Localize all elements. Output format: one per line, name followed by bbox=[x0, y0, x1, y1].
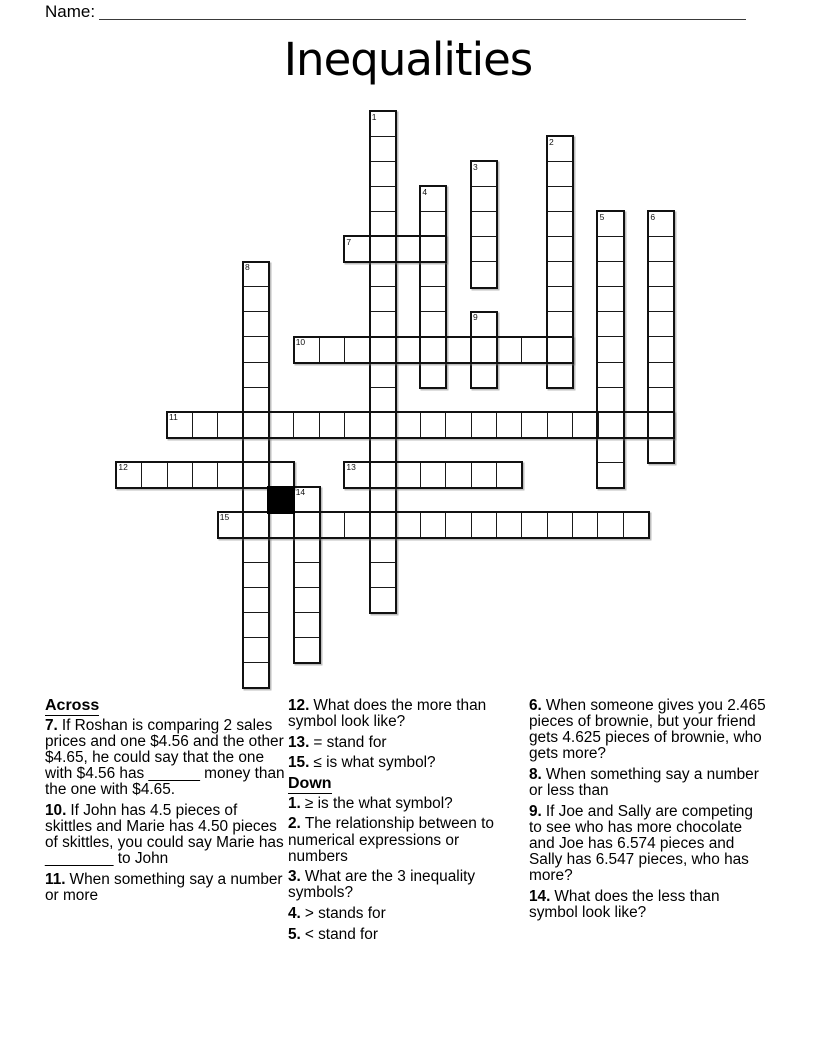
grid-cell bbox=[597, 261, 624, 287]
grid-cell bbox=[648, 311, 675, 337]
grid-cell bbox=[471, 261, 498, 287]
grid-cell bbox=[217, 462, 244, 488]
grid-cell bbox=[471, 412, 498, 438]
grid-cell bbox=[648, 336, 675, 362]
clue-4 bbox=[288, 906, 522, 922]
clue-1 bbox=[288, 796, 522, 812]
grid-cell bbox=[597, 512, 624, 538]
clues-heading-across bbox=[45, 698, 286, 714]
clue-text: What does the more than symbol look like? bbox=[288, 697, 487, 731]
grid-cell bbox=[369, 487, 396, 513]
cell-number-9: 9 bbox=[473, 312, 478, 322]
clue-text: If Roshan is comparing 2 sales prices and one $4.56 and the other $4.65, he could say that the one with $4.56 has ______ money than the one with $4.65. bbox=[45, 716, 285, 798]
cell-number-5: 5 bbox=[599, 211, 605, 222]
grid-cell bbox=[547, 261, 574, 287]
grid-cell bbox=[369, 336, 396, 362]
grid-cell bbox=[243, 336, 270, 362]
grid-cell bbox=[445, 412, 472, 438]
grid-cell bbox=[243, 637, 270, 663]
grid-cell bbox=[471, 236, 498, 262]
grid-cell bbox=[648, 387, 675, 413]
grid-cell bbox=[319, 336, 346, 362]
clue-12 bbox=[288, 698, 522, 730]
grid-cell bbox=[420, 362, 447, 388]
grid-cell bbox=[243, 286, 270, 312]
grid-cell bbox=[597, 286, 624, 312]
grid-cell bbox=[597, 387, 624, 413]
grid-cell bbox=[471, 336, 498, 362]
clue-text: The relationship between to numerical expressions or numbers bbox=[288, 815, 494, 865]
grid-cell bbox=[420, 412, 447, 438]
clue-text: < stand for bbox=[304, 925, 378, 943]
grid-cell bbox=[420, 462, 447, 488]
grid-cell bbox=[369, 512, 396, 538]
grid-cell bbox=[445, 512, 472, 538]
cell-number-14: 14 bbox=[295, 487, 306, 498]
grid-cell bbox=[597, 336, 624, 362]
grid-cell bbox=[369, 161, 396, 187]
cell-number-13: 13 bbox=[346, 462, 356, 473]
grid-cell bbox=[445, 336, 472, 362]
clue-number: 10. bbox=[45, 801, 67, 819]
grid-cell bbox=[369, 537, 396, 563]
grid-cell bbox=[243, 412, 270, 438]
clues-column-3 bbox=[529, 698, 769, 926]
grid-cell bbox=[369, 362, 396, 388]
clue-number: 1. bbox=[288, 794, 301, 812]
grid-cell bbox=[369, 387, 396, 413]
grid-cell bbox=[471, 186, 498, 212]
grid-cell bbox=[420, 261, 447, 287]
grid-cell bbox=[243, 311, 270, 337]
grid-cell bbox=[243, 562, 270, 588]
grid-cell bbox=[243, 362, 270, 388]
grid-cell bbox=[243, 612, 270, 638]
grid-cell bbox=[420, 512, 447, 538]
grid-cell bbox=[648, 236, 675, 262]
grid-cell bbox=[395, 336, 422, 362]
grid-cell bbox=[572, 412, 599, 438]
clue-number: 12. bbox=[288, 697, 310, 714]
grid-cell bbox=[369, 437, 396, 463]
grid-cell bbox=[369, 562, 396, 588]
clues-heading-down bbox=[288, 776, 522, 792]
cell-number-11: 11 bbox=[169, 412, 178, 423]
grid-cell bbox=[445, 462, 472, 488]
grid-cell bbox=[547, 186, 574, 212]
grid-cell bbox=[597, 437, 624, 463]
grid-cell bbox=[293, 637, 320, 663]
grid-cell bbox=[496, 512, 523, 538]
grid-cell bbox=[471, 512, 498, 538]
grid-cell bbox=[293, 537, 320, 563]
grid-cell bbox=[395, 236, 422, 262]
cell-number-1: 1 bbox=[371, 111, 377, 122]
grid-cell bbox=[369, 136, 396, 162]
grid-cell bbox=[471, 211, 498, 237]
cell-number-2: 2 bbox=[549, 136, 554, 147]
grid-cell bbox=[243, 587, 270, 613]
grid-cell bbox=[344, 412, 371, 438]
grid-cell bbox=[293, 562, 320, 588]
clue-text: When something say a number or less than bbox=[529, 765, 759, 800]
cell-number-15: 15 bbox=[219, 512, 230, 523]
grid-cell bbox=[243, 487, 270, 513]
clue-6 bbox=[529, 698, 769, 762]
grid-cell bbox=[243, 537, 270, 563]
grid-cell bbox=[547, 311, 574, 337]
grid-cell bbox=[243, 387, 270, 413]
grid-cell bbox=[268, 512, 295, 538]
clue-number: 15. bbox=[288, 754, 310, 772]
grid-cell bbox=[192, 412, 219, 438]
clue-10 bbox=[45, 803, 286, 867]
clue-number: 2. bbox=[288, 815, 301, 833]
cell-number-4: 4 bbox=[422, 186, 428, 197]
grid-cell bbox=[648, 261, 675, 287]
clue-number: 13. bbox=[288, 733, 310, 751]
grid-cell bbox=[293, 612, 320, 638]
clue-7 bbox=[45, 718, 286, 798]
grid-cell bbox=[395, 512, 422, 538]
grid-cell bbox=[293, 512, 320, 538]
clue-13 bbox=[288, 735, 522, 751]
grid-cell bbox=[420, 211, 447, 237]
clue-text: ≥ is the what symbol? bbox=[304, 794, 453, 812]
grid-cell bbox=[547, 412, 574, 438]
clue-number: 7. bbox=[45, 716, 58, 734]
clue-number: 5. bbox=[288, 925, 301, 943]
grid-cell bbox=[597, 236, 624, 262]
cell-number-7: 7 bbox=[346, 236, 352, 247]
grid-cell bbox=[395, 412, 422, 438]
grid-cell bbox=[243, 512, 270, 538]
clue-number: 8. bbox=[529, 765, 542, 783]
grid-cell bbox=[167, 462, 194, 488]
grid-cell bbox=[369, 236, 396, 262]
clue-14 bbox=[529, 889, 769, 921]
clue-number: 3. bbox=[288, 868, 301, 886]
clue-text: > stands for bbox=[304, 905, 386, 923]
grid-cell bbox=[471, 462, 498, 488]
grid-cell bbox=[597, 462, 624, 488]
clues-column-2 bbox=[288, 698, 522, 947]
clue-number: 6. bbox=[529, 697, 542, 714]
clue-5 bbox=[288, 927, 522, 943]
clue-2 bbox=[288, 816, 522, 864]
grid-cell bbox=[547, 286, 574, 312]
grid-cell bbox=[369, 462, 396, 488]
grid-cell bbox=[420, 286, 447, 312]
grid-cell bbox=[420, 336, 447, 362]
clue-text: If John has 4.5 pieces of skittles and Marie has 4.50 pieces of skittles, you could say Marie has ________ to John bbox=[45, 801, 284, 867]
grid-cell bbox=[369, 261, 396, 287]
grid-cell bbox=[496, 412, 523, 438]
grid-cell bbox=[648, 412, 675, 438]
grid-cell bbox=[597, 362, 624, 388]
grid-cell bbox=[369, 186, 396, 212]
clue-number: 11. bbox=[45, 870, 66, 888]
grid-cell bbox=[648, 286, 675, 312]
cell-number-8: 8 bbox=[245, 261, 250, 272]
grid-cell bbox=[547, 236, 574, 262]
grid-cell bbox=[597, 311, 624, 337]
grid-cell bbox=[369, 211, 396, 237]
clue-text: ≤ is what symbol? bbox=[313, 754, 436, 772]
grid-cell bbox=[369, 587, 396, 613]
clue-15 bbox=[288, 755, 522, 771]
grid-cell bbox=[623, 512, 650, 538]
grid-cell bbox=[547, 512, 574, 538]
grid-cell bbox=[369, 286, 396, 312]
grid-cell bbox=[217, 412, 244, 438]
grid-cell bbox=[344, 512, 371, 538]
clue-number: 9. bbox=[529, 802, 542, 820]
grid-cell bbox=[293, 412, 320, 438]
grid-cell bbox=[547, 161, 574, 187]
clue-text: When something say a number or more bbox=[45, 870, 283, 904]
grid-cell bbox=[395, 462, 422, 488]
clue-number: 4. bbox=[288, 905, 301, 923]
grid-cell bbox=[471, 362, 498, 388]
grid-cell bbox=[319, 512, 346, 538]
grid-cell bbox=[420, 236, 447, 262]
grid-cell bbox=[243, 437, 270, 463]
grid-cell bbox=[547, 362, 574, 388]
grid-cell bbox=[141, 462, 168, 488]
grid-cell bbox=[243, 462, 270, 488]
clues-heading-text: Down bbox=[288, 775, 332, 793]
grid-cell bbox=[521, 336, 548, 362]
grid-cell bbox=[243, 662, 270, 688]
clue-8 bbox=[529, 767, 769, 799]
clue-3 bbox=[288, 869, 522, 901]
grid-cell bbox=[268, 462, 295, 488]
grid-cell bbox=[521, 512, 548, 538]
cell-number-12: 12 bbox=[118, 462, 128, 473]
clues-heading-text: Across bbox=[45, 697, 100, 714]
black-cell bbox=[267, 486, 295, 513]
grid-cell bbox=[496, 462, 523, 488]
clue-9 bbox=[529, 804, 769, 884]
grid-cell bbox=[547, 336, 574, 362]
clue-text: = stand for bbox=[313, 733, 387, 751]
page-title: Inequalities bbox=[283, 33, 533, 86]
grid-cell bbox=[496, 336, 523, 362]
grid-cell bbox=[369, 412, 396, 438]
grid-cell bbox=[369, 311, 396, 337]
grid-cell bbox=[648, 362, 675, 388]
clue-text: When someone gives you 2.465 pieces of brownie, but your friend gets 4.625 pieces of brownie, who gets more? bbox=[529, 697, 766, 763]
grid-cell bbox=[648, 437, 675, 463]
grid-cell bbox=[623, 412, 650, 438]
grid-cell bbox=[319, 412, 346, 438]
grid-cell bbox=[268, 412, 295, 438]
grid-cell bbox=[344, 336, 371, 362]
cell-number-3: 3 bbox=[473, 161, 478, 172]
grid-cell bbox=[420, 311, 447, 337]
clues-column-1 bbox=[45, 698, 286, 908]
grid-cell bbox=[597, 412, 624, 438]
grid-cell bbox=[192, 462, 219, 488]
clue-11 bbox=[45, 872, 286, 904]
cell-number-6: 6 bbox=[650, 211, 656, 222]
clue-text: If Joe and Sally are competing to see who has more chocolate and Joe has 6.574 pieces and Sally has 6.547 pieces, who has more? bbox=[529, 802, 753, 885]
grid-cell bbox=[521, 412, 548, 438]
cell-number-10: 10 bbox=[295, 337, 306, 348]
name-label: Name: bbox=[45, 2, 96, 21]
clue-number: 14. bbox=[529, 887, 551, 905]
grid-cell bbox=[572, 512, 599, 538]
clue-text: What are the 3 inequality symbols? bbox=[288, 868, 476, 902]
clue-text: What does the less than symbol look like? bbox=[529, 887, 720, 921]
grid-cell bbox=[547, 211, 574, 237]
grid-cell bbox=[293, 587, 320, 613]
